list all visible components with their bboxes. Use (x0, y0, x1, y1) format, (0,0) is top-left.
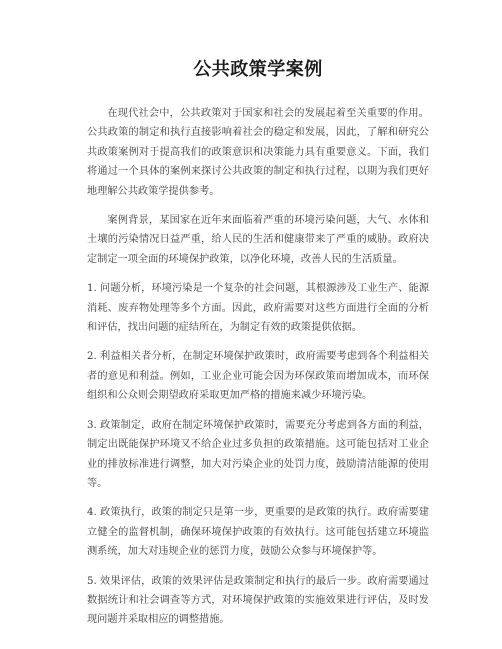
document-title: 公共政策学案例 (193, 59, 323, 80)
item-stakeholder-analysis: 2. 利益相关者分析，在制定环境保护政策时，政府需要考虑到各个利益相关者的意见和利益。例如，工业企业可能会因为环保政策而增加成本，而环保组织和公众则会期望政府采取更加严格的措施来减少环境污染。 (87, 351, 429, 402)
item-policy-making: 3. 政策制定，政府在制定环境保护政策时，需要充分考虑到各方面的利益，制定出既能保护环境又不给企业过多负担的政策措施。这可能包括对工业企业的排放标准进行调整，加大对污染企业的处罚力度，鼓励清洁能源的使用等。 (87, 419, 429, 489)
background-paragraph: 案例背景，某国家在近年来面临着严重的环境污染问题，大气、水体和土壤的污染情况日益严重，给人民的生活和健康带来了严重的威胁。政府决定制定一项全面的环境保护政策，以净化环境，改善人民的生活质量。 (87, 215, 429, 265)
item-problem-analysis: 1. 问题分析，环境污染是一个复杂的社会问题，其根源涉及工业生产、能源消耗、废弃物处理等多个方面。因此，政府需要对这些方面进行全面的分析和评估，找出问题的症结所在，为制定有效的政策提供依据。 (87, 283, 429, 334)
item-effect-evaluation: 5. 效果评估，政策的效果评估是政策制定和执行的最后一步。政府需要通过数据统计和社会调查等方式，对环境保护政策的实施效果进行评估，及时发现问题并采取相应的调整措施。 (87, 575, 429, 626)
item-policy-execution: 4. 政策执行，政策的制定只是第一步，更重要的是政策的执行。政府需要建立健全的监督机制，确保环境保护政策的有效执行。这可能包括建立环境监测系统，加大对违规企业的惩罚力度，鼓励公众参与环境保护等。 (87, 507, 429, 558)
intro-paragraph: 在现代社会中，公共政策对于国家和社会的发展起着至关重要的作用。公共政策的制定和执行直接影响着社会的稳定和发展，因此，了解和研究公共政策案例对于提高我们的政策意识和决策能力具有重要意义。下面，我们将通过一个具体的案例来探讨公共政策的制定和执行过程，以期为我们更好地理解公共政策学提供参考。 (87, 108, 429, 197)
